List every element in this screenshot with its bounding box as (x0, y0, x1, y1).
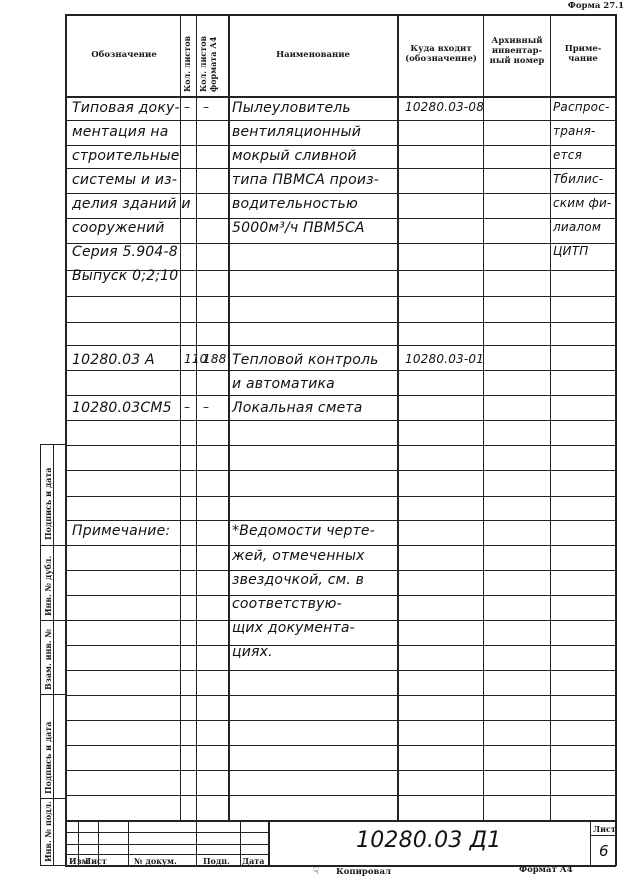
frame-right (615, 14, 617, 866)
cell-name: Пылеуловитель (232, 100, 351, 116)
row-line (65, 770, 616, 771)
stamp-list: Лист (84, 856, 107, 866)
cell-designation: 10280.03СМ5 (72, 400, 172, 416)
cell-note: Распрос- (553, 100, 610, 114)
row-line (65, 218, 616, 219)
cell-sheet-count: 110 (184, 352, 208, 366)
cell-designation: Примечание: (72, 523, 171, 539)
cell-name: водительностью (232, 196, 358, 212)
cell-note: траня- (553, 124, 596, 138)
header-sheet-count: Кол. листов (182, 35, 192, 92)
row-line (65, 795, 616, 796)
frame-top (65, 14, 616, 16)
header-divider (65, 96, 616, 98)
cell-name: щих документа- (232, 620, 355, 636)
stamp-sheet-no: 6 (599, 842, 609, 860)
cell-sheet-count: – (184, 400, 191, 414)
cell-note: ЦИТП (553, 244, 589, 258)
cell-designation: сооружений (72, 220, 165, 236)
row-line (65, 670, 616, 671)
stamp-top (65, 820, 616, 822)
cell-name: 5000м³/ч ПВМ5СА (232, 220, 365, 236)
row-line (65, 322, 616, 323)
cell-included-in: 10280.03-08 (405, 100, 485, 114)
row-line (65, 193, 616, 194)
row-line (65, 720, 616, 721)
row-line (65, 470, 616, 471)
row-line (65, 120, 616, 121)
cell-designation: ментация на (72, 124, 169, 140)
header-designation: Обозначение (91, 50, 157, 60)
cell-sheet-count: – (184, 100, 191, 114)
side-sign-date-1: Подпись и дата (43, 467, 53, 540)
cell-name: соответствую- (232, 596, 342, 612)
cell-note: ется (553, 148, 582, 162)
cell-name: вентиляционный (232, 124, 362, 140)
header-sheet-count-a4: Кол. листов формата А4 (198, 35, 218, 92)
row-line (65, 570, 616, 571)
row-line (65, 145, 616, 146)
footer-copied: Копировал (336, 867, 391, 877)
header-name: Наименование (276, 50, 350, 60)
row-line (65, 695, 616, 696)
stamp-sign: Подп. (203, 856, 230, 866)
cell-name: мокрый сливной (232, 148, 357, 164)
cell-designation: Выпуск 0;2;10 (72, 268, 179, 284)
stamp-izm: Изм (69, 856, 89, 866)
row-line (65, 496, 616, 497)
row-line (65, 745, 616, 746)
cell-sheet-count-a4: – (203, 100, 210, 114)
cell-designation: делия зданий и (72, 196, 191, 212)
stamp-code: 10280.03 Д1 (356, 828, 502, 853)
side-sign-date-2: Подпись и дата (43, 721, 53, 794)
cell-designation: системы и из- (72, 172, 178, 188)
form-label: Форма 27.1 (567, 1, 624, 11)
cell-note: лиалом (553, 220, 602, 234)
cell-designation: 10280.03 А (72, 352, 155, 368)
cell-sheet-count-a4: 188 (203, 352, 227, 366)
cell-designation: Серия 5.904-8 (72, 244, 178, 260)
row-line (65, 445, 616, 446)
row-line (65, 645, 616, 646)
row-line (65, 370, 616, 371)
stamp-doc-no: № докум. (134, 856, 177, 866)
side-vzam: Взам. инв. № (43, 628, 53, 690)
row-line (65, 520, 616, 521)
header-included-in: Куда входит (обозначение) (405, 44, 477, 64)
cell-note: ским фи- (553, 196, 612, 210)
row-line (65, 420, 616, 421)
row-line (65, 168, 616, 169)
cell-designation: строительные (72, 148, 180, 164)
row-line (65, 545, 616, 546)
row-line (65, 296, 616, 297)
frame-left (65, 14, 67, 866)
cell-name: звездочкой, см. в (232, 572, 365, 588)
cell-name: жей, отмеченных (232, 548, 365, 564)
copy-icon: ☟ (313, 866, 320, 877)
stamp-sheet-label: Лист (593, 824, 616, 834)
stamp-date: Дата (242, 856, 265, 866)
cell-name: циях. (232, 644, 273, 660)
header-note: Приме-чание (564, 44, 602, 64)
cell-name: *Ведомости черте- (232, 523, 375, 539)
cell-name: Тепловой контроль (232, 352, 379, 368)
cell-name: Локальная смета (232, 400, 363, 416)
cell-name: типа ПВМСА произ- (232, 172, 380, 188)
footer-format: Формат А4 (519, 865, 573, 875)
cell-name: и автоматика (232, 376, 335, 392)
side-inv-orig: Инв. № подл. (43, 801, 53, 862)
cell-note: Тбилис- (553, 172, 604, 186)
header-archive-number: Архивный инвентар-ный номер (489, 36, 545, 66)
row-line (65, 395, 616, 396)
cell-sheet-count-a4: – (203, 400, 210, 414)
cell-designation: Типовая доку- (72, 100, 180, 116)
cell-included-in: 10280.03-01 (405, 352, 485, 366)
row-line (65, 345, 616, 346)
side-inv-dubl: Инв. № дубл. (43, 555, 53, 616)
